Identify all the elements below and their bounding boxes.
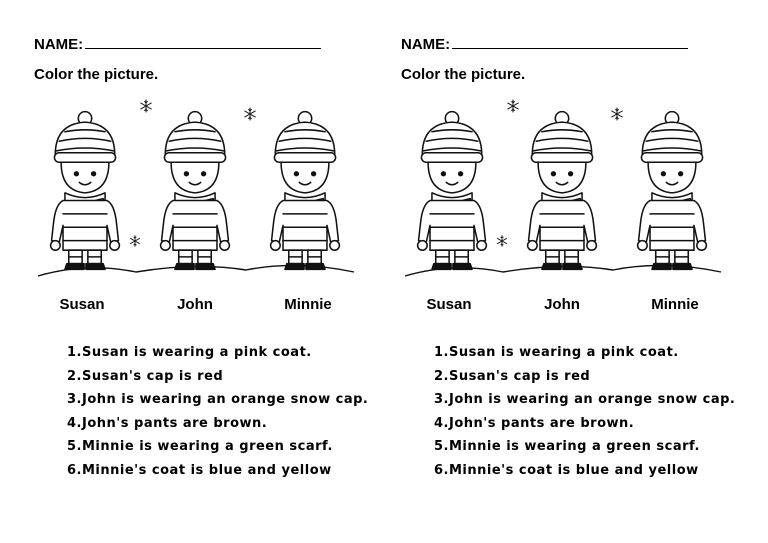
list-item: 2.Susan's cap is red bbox=[434, 368, 591, 384]
list-item: 6.Minnie's coat is blue and yellow bbox=[434, 462, 699, 478]
list-item: 3.John is wearing an orange snow cap. bbox=[434, 392, 736, 408]
child-john-icon bbox=[161, 112, 230, 270]
label-susan: Susan bbox=[426, 296, 472, 313]
clue-list bbox=[429, 341, 735, 483]
list-item: 4.John's pants are brown. bbox=[434, 415, 635, 431]
label-john: John bbox=[544, 296, 580, 313]
snowflake-icon bbox=[611, 108, 622, 121]
instruction-text: Color the picture. bbox=[34, 66, 159, 83]
name-blank-line[interactable] bbox=[85, 34, 321, 49]
name-blank-line[interactable] bbox=[452, 34, 688, 49]
child-susan-icon bbox=[418, 112, 487, 270]
snowflake-icon bbox=[130, 235, 140, 246]
clue-list bbox=[62, 341, 368, 483]
label-minnie: Minnie bbox=[284, 296, 332, 313]
list-item: 3.John is wearing an orange snow cap. bbox=[67, 392, 369, 408]
worksheet-right bbox=[367, 0, 751, 543]
list-item: 4.John's pants are brown. bbox=[67, 415, 268, 431]
list-item: 1.Susan is wearing a pink coat. bbox=[67, 345, 312, 360]
child-john-icon bbox=[528, 112, 597, 270]
children-illustration bbox=[36, 94, 356, 284]
label-susan: Susan bbox=[59, 296, 105, 313]
children-illustration bbox=[403, 94, 723, 284]
child-minnie-icon bbox=[638, 112, 707, 270]
snowflake-icon bbox=[244, 108, 255, 121]
instruction-text: Color the picture. bbox=[401, 66, 526, 83]
name-field bbox=[34, 34, 321, 53]
list-item: 6.Minnie's coat is blue and yellow bbox=[67, 462, 332, 478]
name-label: NAME: bbox=[34, 36, 84, 53]
name-field bbox=[401, 34, 688, 53]
name-label: NAME: bbox=[401, 36, 451, 53]
list-item: 5.Minnie is wearing a green scarf. bbox=[67, 439, 333, 455]
child-minnie-icon bbox=[271, 112, 340, 270]
list-item: 1.Susan is wearing a pink coat. bbox=[434, 345, 679, 360]
child-susan-icon bbox=[51, 112, 120, 270]
label-minnie: Minnie bbox=[651, 296, 699, 313]
snowflake-icon bbox=[497, 235, 507, 246]
label-john: John bbox=[177, 296, 213, 313]
snowflake-icon bbox=[140, 100, 151, 113]
list-item: 5.Minnie is wearing a green scarf. bbox=[434, 439, 700, 455]
snowflake-icon bbox=[507, 100, 518, 113]
list-item: 2.Susan's cap is red bbox=[67, 368, 224, 384]
